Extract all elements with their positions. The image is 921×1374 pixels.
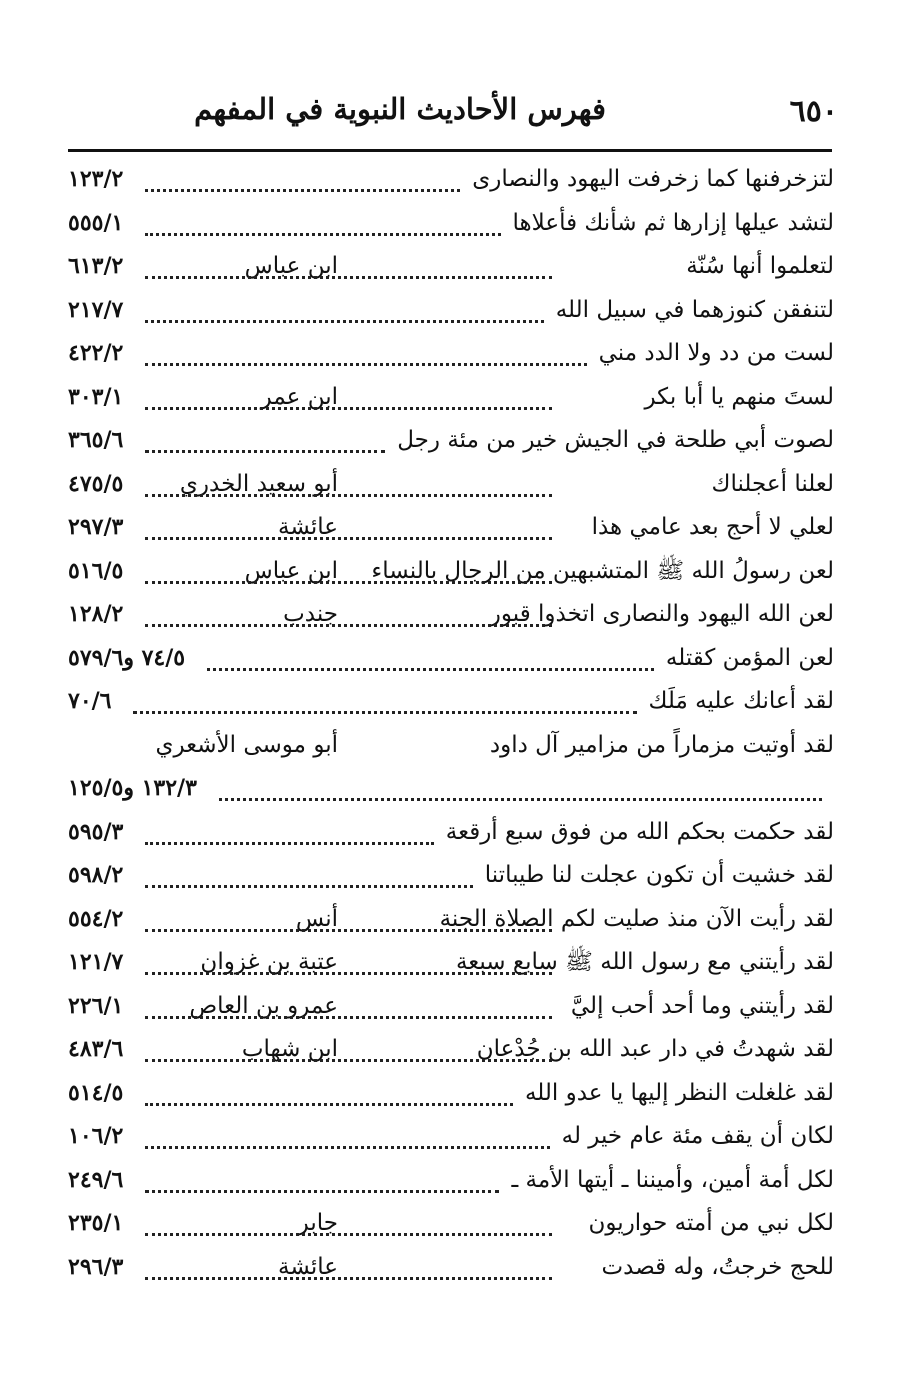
volume-page-ref: ١٢١/٧ bbox=[68, 949, 124, 975]
narrator-name: جابر bbox=[297, 1210, 338, 1236]
volume-page-ref: ٤٨٣/٦ bbox=[68, 1036, 124, 1062]
narrator-name: ابن عمر bbox=[260, 383, 338, 410]
narrator-name: جندب bbox=[283, 601, 338, 627]
dot-leader bbox=[145, 185, 460, 192]
index-entry bbox=[68, 158, 834, 202]
index-entry bbox=[68, 941, 834, 985]
header-rule bbox=[68, 149, 832, 152]
hadith-text: لصوت أبي طلحة في الجيش خير من مئة رجل bbox=[397, 427, 834, 453]
dot-leader bbox=[145, 968, 552, 975]
hadith-text: لقد أوتيت مزماراً من مزامير آل داود bbox=[489, 731, 834, 758]
volume-page-ref: ٤٢٢/٢ bbox=[68, 340, 124, 366]
volume-page-ref: ٥٩٨/٢ bbox=[68, 862, 124, 888]
dot-leader bbox=[145, 403, 552, 410]
volume-page-ref: ٤٧٥/٥ bbox=[68, 470, 124, 497]
dot-leader bbox=[145, 881, 472, 888]
index-entry bbox=[68, 1159, 834, 1203]
dot-leader bbox=[207, 664, 654, 671]
hadith-text: لعن الله اليهود والنصارى اتخذوا قبور bbox=[489, 601, 834, 627]
dot-leader bbox=[219, 794, 822, 801]
index-entry bbox=[68, 1202, 834, 1246]
dot-leader bbox=[145, 925, 552, 932]
hadith-text: لست من دد ولا الدد مني bbox=[598, 340, 834, 366]
narrator-name: عائشة bbox=[278, 1253, 338, 1280]
index-entry bbox=[68, 898, 834, 942]
dot-leader bbox=[145, 316, 543, 323]
hadith-text: لعن رسولُ الله ﷺ المتشبهين من الرجال بالنساء bbox=[371, 557, 834, 584]
index-entry bbox=[68, 332, 834, 376]
narrator-name: ابن شهاب bbox=[241, 1036, 338, 1062]
dot-leader bbox=[145, 1012, 552, 1019]
dot-leader bbox=[145, 1055, 552, 1062]
hadith-text: لتشد عيلها إزارها ثم شأنك فأعلاها bbox=[512, 209, 834, 236]
hadith-text: لتنفقن كنوزهما في سبيل الله bbox=[555, 296, 834, 323]
index-entry bbox=[68, 854, 834, 898]
volume-page-ref: ٢١٧/٧ bbox=[68, 296, 124, 323]
index-entry bbox=[68, 202, 834, 246]
volume-page-ref: ٧٤/٥ و٥٧٩/٦ bbox=[68, 644, 186, 671]
volume-page-ref: ٣٠٣/١ bbox=[68, 383, 124, 410]
hadith-text: للحج خرجتُ، وله قصدت bbox=[601, 1253, 834, 1280]
page-number: ٦٥٠ bbox=[789, 94, 838, 129]
index-entry bbox=[68, 767, 834, 811]
dot-leader bbox=[145, 577, 552, 584]
narrator-name: ابن عباس bbox=[244, 253, 338, 279]
volume-page-ref: ٧٠/٦ bbox=[68, 688, 112, 714]
index-entry bbox=[68, 724, 834, 768]
index-entry bbox=[68, 985, 834, 1029]
volume-page-ref: ٦١٣/٢ bbox=[68, 253, 124, 279]
index-entry bbox=[68, 550, 834, 594]
dot-leader bbox=[145, 1142, 549, 1149]
hadith-text: لعلي لا أحج بعد عامي هذا bbox=[591, 514, 834, 540]
dot-leader bbox=[145, 1099, 513, 1106]
dot-leader bbox=[145, 533, 552, 540]
index-entry bbox=[68, 463, 834, 507]
dot-leader bbox=[145, 838, 433, 845]
index-entry bbox=[68, 680, 834, 724]
hadith-text: لقد رأيتني مع رسول الله ﷺ سابع سبعة bbox=[455, 949, 834, 975]
dot-leader bbox=[145, 1186, 499, 1193]
volume-page-ref: ٥١٦/٥ bbox=[68, 557, 124, 584]
dot-leader bbox=[133, 707, 636, 714]
hadith-text: لتزخرفنها كما زخرفت اليهود والنصارى bbox=[472, 166, 834, 192]
index-entry bbox=[68, 637, 834, 681]
volume-page-ref: ١٣٢/٣ و١٢٥/٥ bbox=[68, 775, 197, 801]
volume-page-ref: ١٢٣/٢ bbox=[68, 166, 124, 192]
dot-leader bbox=[145, 359, 586, 366]
hadith-text: لقد رأيت الآن منذ صليت لكم الصلاة الجنة bbox=[439, 905, 834, 932]
narrator-name: عتبة بن غزوان bbox=[200, 949, 338, 975]
dot-leader bbox=[145, 490, 552, 497]
page-header bbox=[194, 90, 838, 140]
narrator-name: ابن عباس bbox=[244, 557, 338, 584]
narrator-name: عمرو بن العاص bbox=[189, 992, 338, 1019]
index-entry bbox=[68, 506, 834, 550]
index-entry bbox=[68, 419, 834, 463]
hadith-text: لعلنا أعجلناك bbox=[711, 470, 834, 497]
dot-leader bbox=[145, 1273, 552, 1280]
index-entry bbox=[68, 245, 834, 289]
index-entry bbox=[68, 376, 834, 420]
dot-leader bbox=[145, 446, 385, 453]
dot-leader bbox=[145, 272, 552, 279]
index-entry bbox=[68, 1115, 834, 1159]
hadith-text: لقد أعانك عليه مَلَك bbox=[648, 688, 834, 714]
hadith-text: لقد رأيتني وما أحد أحب إليَّ bbox=[570, 992, 834, 1019]
narrator-name: أبو سعيد الخدري bbox=[179, 470, 338, 497]
hadith-text: لقد خشيت أن تكون عجلت لنا طيباتنا bbox=[484, 862, 834, 888]
hadith-index-list bbox=[68, 158, 834, 1289]
narrator-name: عائشة bbox=[278, 514, 338, 540]
hadith-text: لقد حكمت بحكم الله من فوق سبع أرقعة bbox=[445, 818, 834, 845]
index-entry bbox=[68, 289, 834, 333]
volume-page-ref: ٢٩٦/٣ bbox=[68, 1253, 124, 1280]
narrator-name: أبو موسى الأشعري bbox=[155, 731, 338, 758]
volume-page-ref: ١٢٨/٢ bbox=[68, 601, 124, 627]
dot-leader bbox=[145, 620, 552, 627]
volume-page-ref: ٥٥٥/١ bbox=[68, 209, 124, 236]
hadith-text: لقد غلغلت النظر إليها يا عدو الله bbox=[524, 1079, 834, 1106]
index-entry bbox=[68, 811, 834, 855]
dot-leader bbox=[145, 229, 500, 236]
volume-page-ref: ٢٣٥/١ bbox=[68, 1210, 124, 1236]
volume-page-ref: ٥١٤/٥ bbox=[68, 1079, 124, 1106]
page-title: فهرس الأحاديث النبوية في المفهم bbox=[194, 92, 606, 126]
hadith-text: لكان أن يقف مئة عام خير له bbox=[561, 1123, 834, 1149]
hadith-text: لكل نبي من أمته حواريون bbox=[588, 1210, 834, 1236]
index-entry bbox=[68, 1072, 834, 1116]
volume-page-ref: ٢٢٦/١ bbox=[68, 992, 124, 1019]
hadith-text: لعن المؤمن كقتله bbox=[665, 644, 834, 671]
volume-page-ref: ٢٩٧/٣ bbox=[68, 514, 124, 540]
hadith-text: لكل أمة أمين، وأميننا ـ أيتها الأمة ـ bbox=[511, 1166, 834, 1193]
hadith-text: لتعلموا أنها سُنّة bbox=[686, 253, 834, 279]
volume-page-ref: ٢٤٩/٦ bbox=[68, 1166, 124, 1193]
volume-page-ref: ٣٦٥/٦ bbox=[68, 427, 124, 453]
index-entry bbox=[68, 1246, 834, 1290]
volume-page-ref: ٥٩٥/٣ bbox=[68, 818, 124, 845]
volume-page-ref: ٥٥٤/٢ bbox=[68, 905, 124, 932]
volume-page-ref: ١٠٦/٢ bbox=[68, 1123, 124, 1149]
index-entry bbox=[68, 1028, 834, 1072]
narrator-name: أنس bbox=[295, 905, 338, 932]
index-entry bbox=[68, 593, 834, 637]
dot-leader bbox=[145, 1229, 552, 1236]
hadith-text: لستَ منهم يا أبا بكر bbox=[644, 383, 834, 410]
hadith-text: لقد شهدتُ في دار عبد الله بن جُدْعان bbox=[476, 1036, 834, 1062]
